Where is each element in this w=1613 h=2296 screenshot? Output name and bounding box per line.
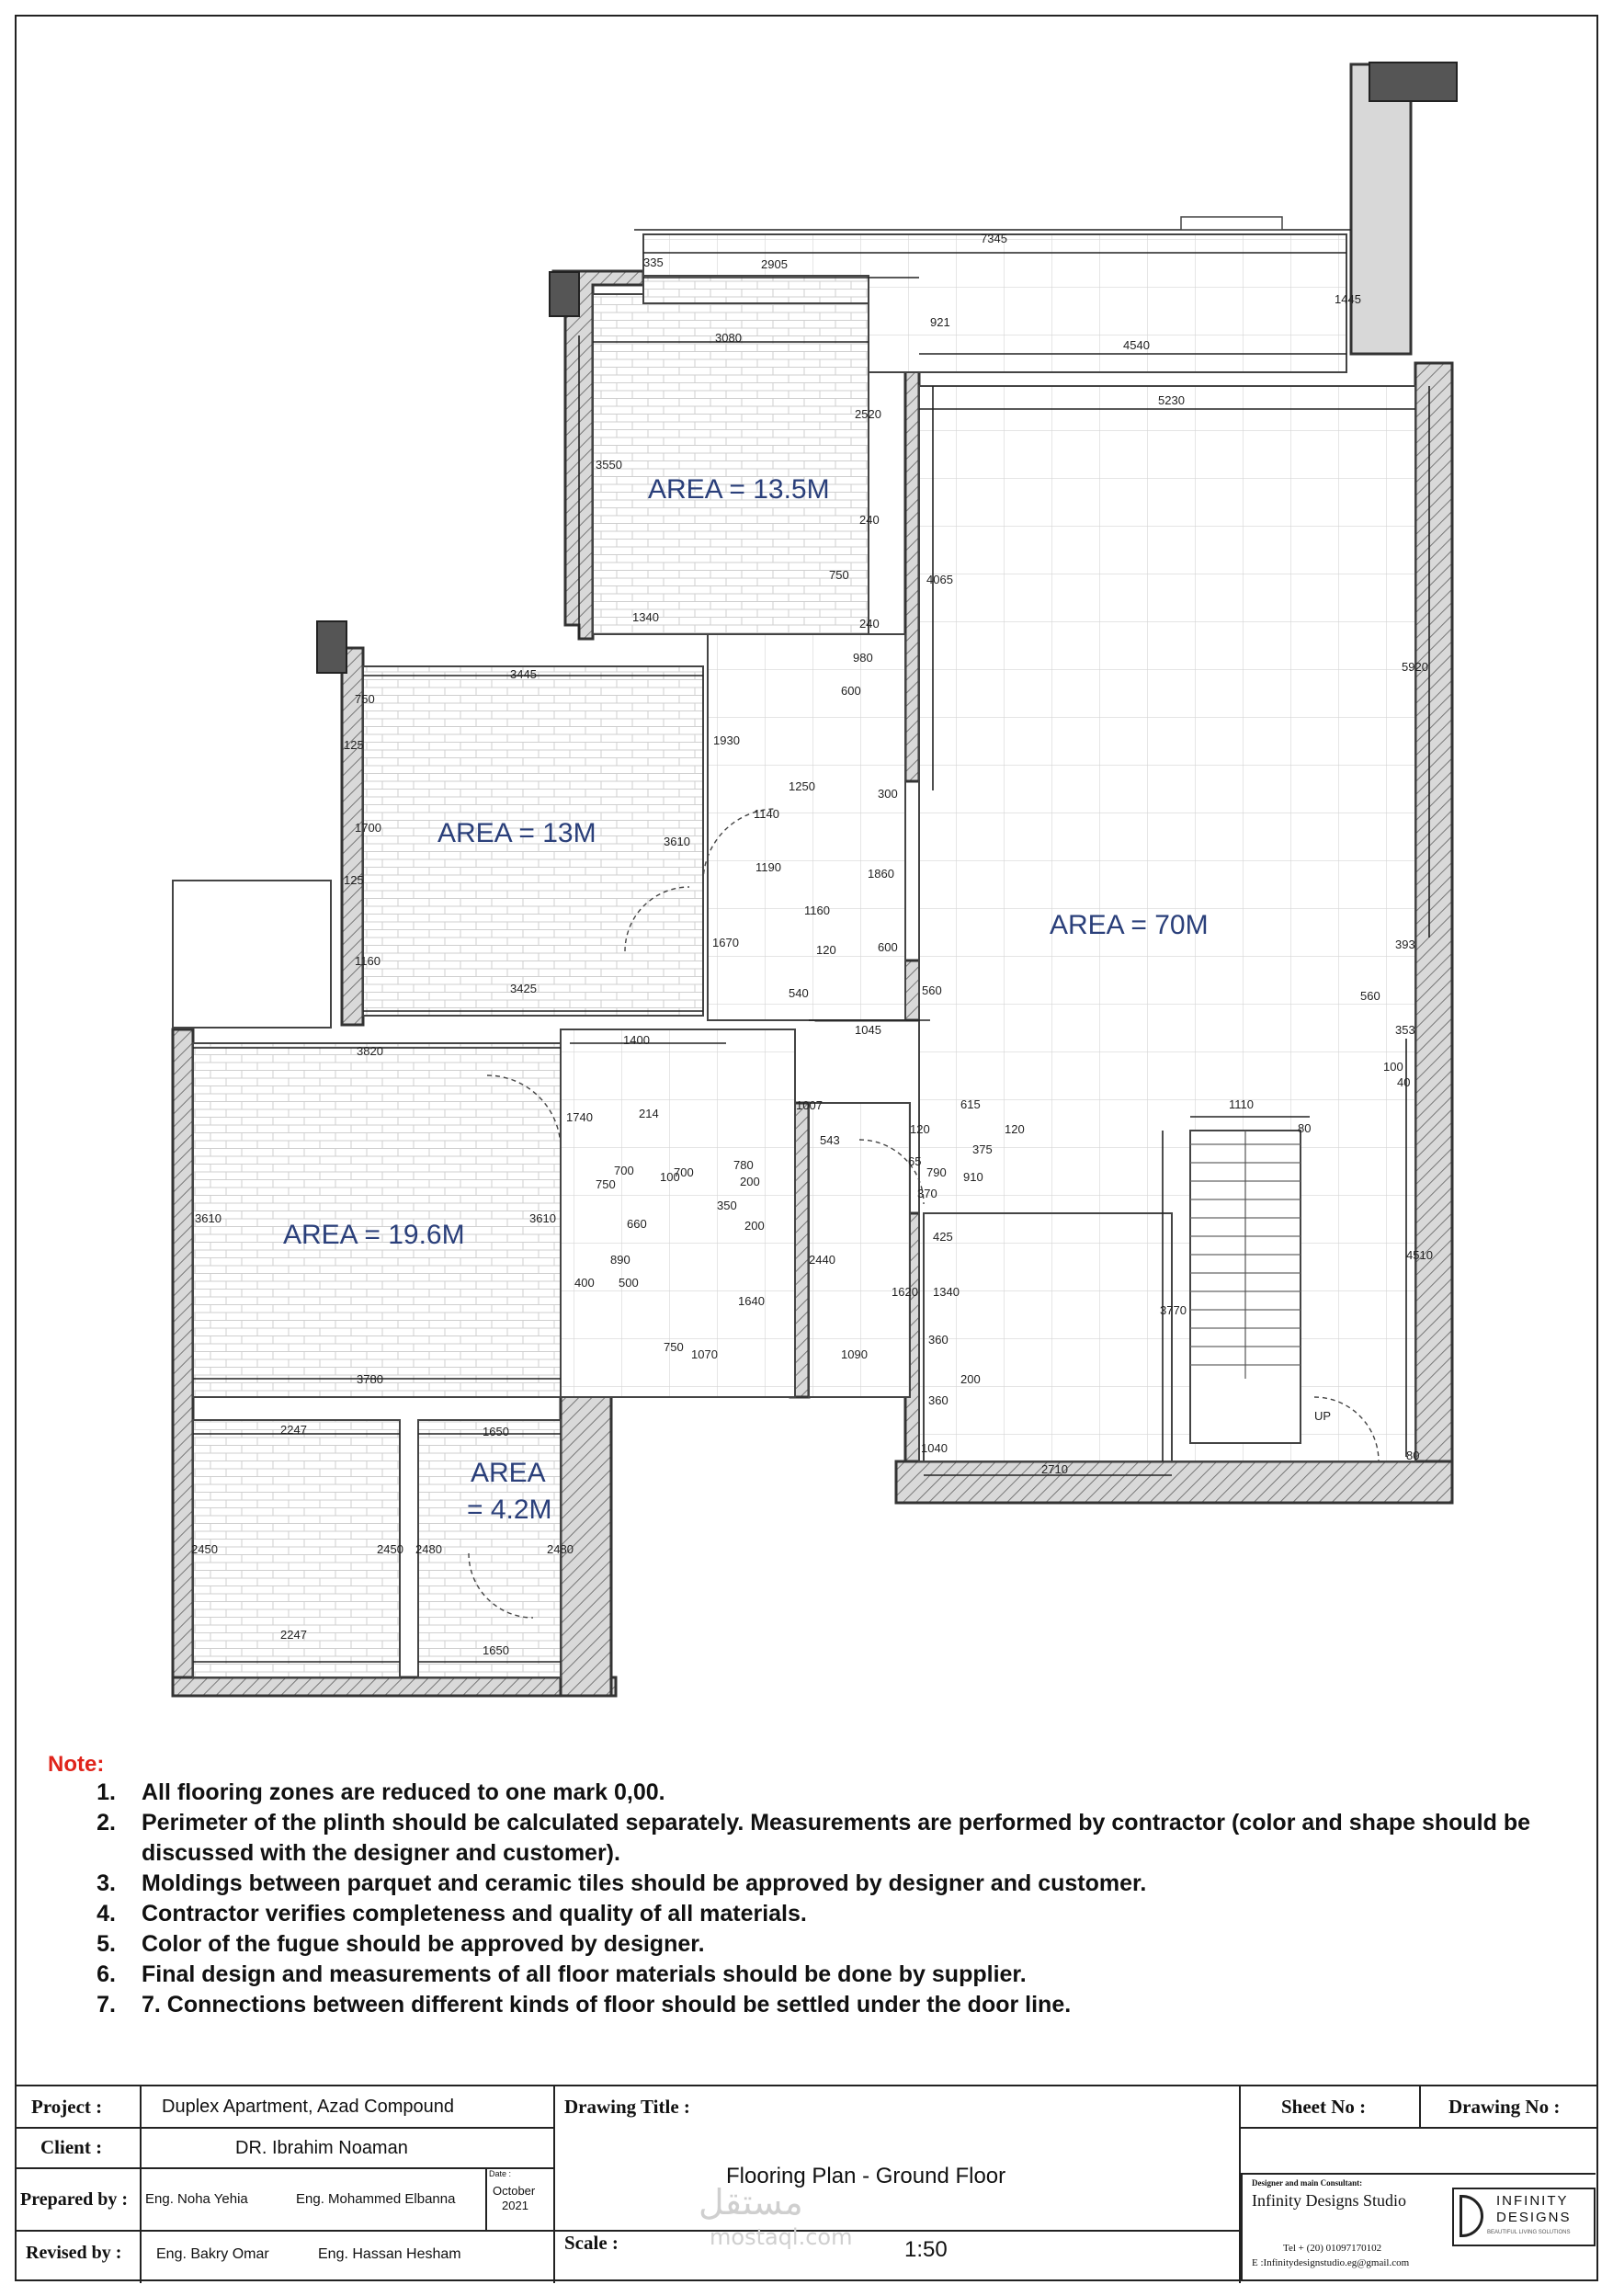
dimension-label: 350 [717,1199,737,1212]
dimension-label: 3445 [510,667,537,681]
dimension-label: 200 [744,1219,765,1233]
dimension-label: 3610 [195,1211,222,1225]
dimension-label: 1190 [755,860,781,874]
dimension-label: 360 [928,1333,948,1347]
dimension-label: 3080 [715,331,742,345]
dimension-label: 375 [972,1142,993,1156]
prepared-1: Eng. Noha Yehia [145,2191,248,2207]
dimension-label: 2480 [415,1542,442,1556]
dimension-label: 240 [859,513,880,527]
dimension-label: 3780 [357,1372,383,1386]
prepared-label: Prepared by : [20,2189,129,2210]
area-room-b: AREA = 13M [437,818,596,848]
wall-east-lower [561,1379,611,1696]
dimension-label: 1650 [483,1643,509,1657]
dimension-label: 1007 [796,1098,823,1112]
project-value: Duplex Apartment, Azad Compound [162,2097,454,2117]
dimension-label: 1400 [623,1033,650,1047]
column-west [317,621,346,673]
dimension-label: 425 [933,1230,953,1244]
note-item: 7. 7. Connections between different kinds of floor should be settled under the door line. [97,1992,1072,2018]
dimension-label: 3610 [529,1211,556,1225]
dimension-label: 1045 [855,1023,881,1037]
note-item: 2. Perimeter of the plinth should be calculated separately. Measurements are performed by contractor (color and shape should be discussed with the designer and customer). [97,1810,1531,1866]
client-label: Client : [40,2136,103,2158]
dimension-label: 1110 [1229,1097,1254,1111]
hall-floor [708,634,905,1020]
dimension-label: 1250 [789,779,815,793]
dimension-label: 560 [1360,989,1380,1003]
dimension-label: 750 [829,568,849,582]
dimension-label: 1340 [933,1285,960,1299]
dimension-label: 2247 [280,1423,307,1437]
project-label: Project : [31,2096,103,2118]
dimension-label: 1640 [738,1294,765,1308]
logo-line3: BEAUTIFUL LIVING SOLUTIONS [1487,2230,1571,2235]
watermark-latin: mostaql.com [710,2224,853,2250]
dimension-label: 2450 [377,1542,403,1556]
dimension-label: 5230 [1158,393,1185,407]
dimension-label: 353 [1395,1023,1415,1037]
wall-west-lower [173,1029,193,1696]
dimension-label: 1860 [868,867,894,881]
dimension-label: 1930 [713,733,740,747]
dimension-label: 600 [841,684,861,698]
note-item: 4. Contractor verifies completeness and quality of all materials. [97,1901,807,1927]
dimension-label: 615 [960,1097,981,1111]
dimension-label: 2247 [280,1628,307,1642]
dimension-label: 40 [1397,1075,1411,1089]
dimension-label: 780 [733,1158,754,1172]
dimension-label: 125 [344,873,364,887]
wall-terrace-east [1351,64,1411,354]
dimension-label: 1160 [355,954,381,968]
dimension-label: 921 [930,315,950,329]
stair-up-label: UP [1314,1409,1332,1423]
area-room-d-line2: = 4.2M [467,1495,552,1525]
dimension-label: 2710 [1041,1462,1068,1476]
wall-east-outer [1415,363,1452,1503]
dimension-label: 2520 [855,407,881,421]
dimension-label: 7345 [981,232,1007,245]
company-logo [1452,2188,1596,2246]
dimension-label: 2440 [809,1253,835,1267]
dimension-label: 1340 [632,610,659,624]
column-north [550,272,579,316]
watermark-arabic: مستقل [699,2182,803,2222]
dimension-label: 200 [740,1175,760,1188]
dimension-label: 910 [963,1170,983,1184]
drawing-title-label: Drawing Title : [564,2096,690,2118]
date-value-2: 2021 [502,2199,528,2212]
prepared-2: Eng. Mohammed Elbanna [296,2191,456,2207]
dimension-label: 4540 [1123,338,1150,352]
dimension-label: 543 [820,1133,840,1147]
title-block [15,2085,1598,2283]
room-a-upper [643,276,869,303]
dimension-label: 1445 [1335,292,1361,306]
dimension-label: 3610 [664,835,690,848]
area-room-d-line1: AREA [471,1458,546,1488]
dimension-label: 600 [878,940,898,954]
dimension-label: 1670 [712,936,739,949]
dimension-label: 1700 [355,821,381,835]
dimension-label: 790 [926,1165,947,1179]
dimension-label: 100 [1383,1060,1403,1074]
lower-closet-floor [924,1213,1172,1461]
sheet-no-label: Sheet No : [1281,2096,1367,2118]
dimension-label: 240 [859,617,880,631]
dimension-label: 370 [917,1187,937,1200]
dimension-label: 3820 [357,1044,383,1058]
dimension-label: 1070 [691,1347,718,1361]
dimension-label: 1650 [483,1425,509,1438]
wall-south-lower [173,1677,616,1696]
dimension-label: 5920 [1402,660,1428,674]
dimension-label: 1140 [754,807,779,821]
dimension-label: 700 [674,1165,694,1179]
dimension-label: 1740 [566,1110,593,1124]
dimension-label: 80 [1298,1121,1312,1135]
logo-line2: DESIGNS [1496,2210,1572,2225]
dimension-label: 335 [643,256,664,269]
client-value: DR. Ibrahim Noaman [235,2138,408,2158]
dimension-label: 125 [344,738,364,752]
dimension-label: 100 [660,1170,680,1184]
drawing-title-value: Flooring Plan - Ground Floor [726,2164,1006,2188]
notes-section [48,1752,1573,2020]
balcony [173,881,331,1028]
dimension-label: 120 [816,943,836,957]
consultant-tel: Tel + (20) 01097170102 [1283,2243,1382,2254]
dimension-label: 400 [574,1276,595,1290]
notes-title: Note: [48,1752,105,1777]
date-value-1: October [493,2184,536,2198]
dimension-label: 360 [928,1393,948,1407]
dimension-label: 3770 [1160,1303,1187,1317]
revised-2: Eng. Hassan Hesham [318,2246,461,2262]
consultant-name: Infinity Designs Studio [1252,2191,1407,2210]
note-item: 1. All flooring zones are reduced to one mark 0,00. [97,1779,665,1805]
dimension-label: 1040 [921,1441,948,1455]
area-room-c: AREA = 19.6M [283,1220,465,1250]
consultant-label: Designer and main Consultant: [1252,2178,1363,2188]
dimension-label: 1620 [892,1285,918,1299]
dimension-label: 1160 [804,904,830,917]
date-label: Date : [489,2169,512,2178]
dimension-label: 120 [910,1122,930,1136]
dimension-label: 750 [664,1340,684,1354]
dimension-label: 500 [619,1276,639,1290]
dimension-label: 65 [908,1154,922,1168]
room-a-floor [593,294,869,634]
dimension-label: 1090 [841,1347,868,1361]
dimension-label: 3550 [596,458,622,472]
column-top-right [1369,63,1457,101]
area-room-a: AREA = 13.5M [648,474,830,505]
dimension-label: 750 [355,692,375,706]
note-item: 3. Moldings between parquet and ceramic tiles should be approved by designer and customer. [97,1870,1147,1896]
revised-1: Eng. Bakry Omar [156,2246,269,2262]
dimension-label: 750 [596,1177,616,1191]
area-living: AREA = 70M [1050,910,1209,940]
note-item: 6. Final design and measurements of all floor materials should be done by supplier. [97,1961,1027,1987]
dimension-label: 200 [960,1372,981,1386]
dimension-label: 214 [639,1107,659,1120]
scale-value: 1:50 [904,2237,948,2262]
dimension-label: 2450 [191,1542,218,1556]
dimension-label: 560 [922,983,942,997]
dimension-label: 80 [1406,1449,1420,1462]
dimension-label: 3425 [510,982,537,995]
wall-south-living [896,1461,1452,1503]
dimension-label: 980 [853,651,873,665]
dimension-label: 700 [614,1164,634,1177]
logo-line1: INFINITY [1496,2193,1569,2209]
dimension-label: 2905 [761,257,788,271]
dimension-label: 2480 [547,1542,574,1556]
logo-mark-icon [1460,2195,1483,2237]
dimension-label: 4065 [926,573,953,586]
dimension-label: 120 [1005,1122,1025,1136]
scale-label: Scale : [564,2232,619,2254]
dimension-label: 540 [789,986,809,1000]
dimension-label: 300 [878,787,898,801]
dimension-label: 4510 [1406,1248,1433,1262]
dimension-label: 660 [627,1217,647,1231]
note-item: 5. Color of the fugue should be approved by designer. [97,1931,705,1957]
dimension-label: 393 [1395,938,1415,951]
revised-label: Revised by : [26,2243,122,2263]
consultant-email: E :Infinitydesignstudio.eg@gmail.com [1252,2257,1410,2268]
dimension-label: 890 [610,1253,630,1267]
drawing-no-label: Drawing No : [1448,2096,1561,2118]
